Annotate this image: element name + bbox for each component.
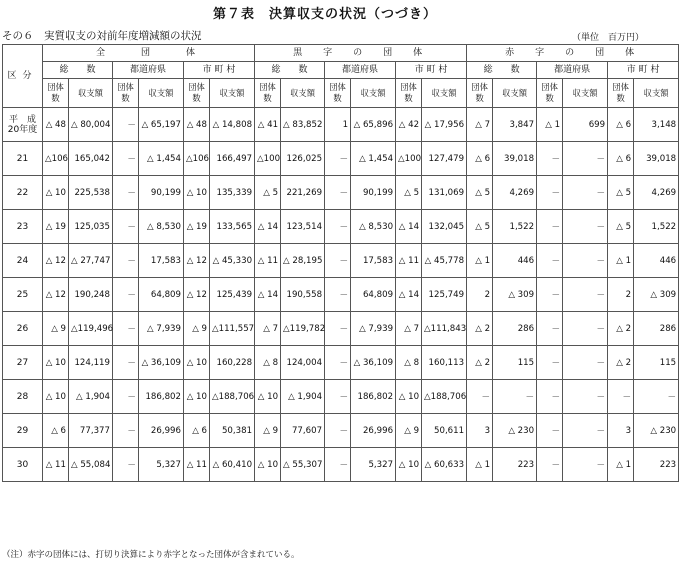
table-cell: 127,479 [422,142,467,176]
table-cell: 190,248 [69,278,113,312]
table-cell: △ 7 [255,312,281,346]
table-cell: △ 2 [467,312,493,346]
table-cell: － [113,278,139,312]
table-cell: △ 10 [255,380,281,414]
table-cell: － [493,380,537,414]
table-cell: △ 42 [396,108,422,142]
table-cell: △ 9 [43,312,69,346]
table-cell: △ 11 [396,244,422,278]
table-cell: △ 14 [396,210,422,244]
table-row [3,414,679,448]
table-cell: － [113,312,139,346]
table-cell: － [563,210,608,244]
table-cell: － [325,142,351,176]
table-cell: △ 27,747 [69,244,113,278]
table-cell: △188,706 [210,380,255,414]
table-cell: △ 8 [255,346,281,380]
table-cell: △ 6 [43,414,69,448]
table-cell: △ 14,808 [210,108,255,142]
row-year: 26 [3,312,43,346]
table-cell: △ 41 [255,108,281,142]
table-cell: 125,035 [69,210,113,244]
header-count: 団体数 [325,79,351,108]
header-count: 団体数 [43,79,69,108]
table-row [3,244,679,278]
table-cell: △100 [255,142,281,176]
table-cell: △ 55,084 [69,448,113,482]
header-sub-municipality: 市 町 村 [396,62,467,79]
row-year: 平 成 20年度 [3,108,43,142]
table-cell: △ 60,633 [422,448,467,482]
table-cell: 223 [493,448,537,482]
table-cell: 115 [493,346,537,380]
table-cell: 77,607 [281,414,325,448]
header-count: 団体数 [184,79,210,108]
table-cell: － [537,142,563,176]
table-cell: － [537,210,563,244]
table-cell: △ 5 [255,176,281,210]
table-cell: △ 10 [184,380,210,414]
table-cell: △100 [396,142,422,176]
table-cell: △ 2 [608,312,634,346]
header-sub-total: 総 数 [43,62,113,79]
table-row [3,278,679,312]
row-year: 22 [3,176,43,210]
table-cell: 221,269 [281,176,325,210]
table-cell: △ 6 [467,142,493,176]
table-cell: △ 1 [467,448,493,482]
table-cell: △ 12 [184,278,210,312]
header-count: 団体数 [467,79,493,108]
table-cell: △ 8,530 [351,210,396,244]
table-cell: △ 309 [493,278,537,312]
header-count: 団体数 [608,79,634,108]
table-cell: △ 19 [184,210,210,244]
table-cell: △ 2 [608,346,634,380]
table-cell: － [563,312,608,346]
table-cell: △ 1 [608,244,634,278]
table-cell: 3 [467,414,493,448]
header-amount: 収支額 [139,79,184,108]
table-cell: － [113,176,139,210]
header-amount: 収支額 [563,79,608,108]
table-cell: 160,228 [210,346,255,380]
table-cell: － [325,278,351,312]
table-cell: 50,611 [422,414,467,448]
table-cell: － [563,380,608,414]
table-cell: 5,327 [351,448,396,482]
table-cell: 123,514 [281,210,325,244]
table-cell: 39,018 [634,142,679,176]
table-cell: － [634,380,679,414]
table-cell: △ 12 [43,278,69,312]
table-cell: △ 9 [396,414,422,448]
table-cell: 124,004 [281,346,325,380]
table-cell: △ 11 [184,448,210,482]
table-cell: － [563,244,608,278]
table-cell: 1,522 [493,210,537,244]
table-cell: △111,557 [210,312,255,346]
table-cell: － [113,210,139,244]
table-cell: △ 10 [255,448,281,482]
table-cell: － [537,244,563,278]
table-cell: △ 9 [184,312,210,346]
table-cell: △ 36,109 [139,346,184,380]
table-cell: － [563,142,608,176]
table-cell: △ 10 [396,380,422,414]
table-cell: － [563,346,608,380]
table-cell: － [537,448,563,482]
table-cell: △ 1,904 [69,380,113,414]
header-surplus-groups: 黒 字 の 団 体 [255,45,467,62]
table-cell: △ 6 [608,108,634,142]
table-cell: － [537,346,563,380]
table-cell: △ 10 [184,176,210,210]
table-cell: － [563,414,608,448]
table-cell: △ 2 [467,346,493,380]
row-year: 27 [3,346,43,380]
table-row [3,312,679,346]
table-cell: △ 11 [43,448,69,482]
header-kubun: 区分 [3,45,43,108]
table-cell: △ 80,004 [69,108,113,142]
table-cell: － [325,414,351,448]
table-cell: △ 10 [43,346,69,380]
table-cell: △ 19 [43,210,69,244]
table-cell: △ 230 [493,414,537,448]
footnote: （注）赤字の団体には、打切り決算により赤字となった団体が含まれている。 [2,550,300,560]
header-amount: 収支額 [351,79,396,108]
table-cell: △ 1,454 [139,142,184,176]
table-cell: 190,558 [281,278,325,312]
table-cell: － [608,380,634,414]
table-cell: 1 [325,108,351,142]
table-cell: － [537,414,563,448]
table-cell: 50,381 [210,414,255,448]
table-cell: △ 7 [396,312,422,346]
table-cell: － [325,312,351,346]
table-cell: △ 5 [467,176,493,210]
table-cell: △ 7,939 [351,312,396,346]
table-cell: △ 8 [396,346,422,380]
row-year: 24 [3,244,43,278]
table-cell: 1,522 [634,210,679,244]
table-cell: △ 1 [467,244,493,278]
table-cell: 17,583 [139,244,184,278]
table-cell: △ 17,956 [422,108,467,142]
table-cell: 90,199 [139,176,184,210]
row-year: 29 [3,414,43,448]
table-cell: 699 [563,108,608,142]
table-cell: 64,809 [139,278,184,312]
table-cell: 3,847 [493,108,537,142]
table-cell: 160,113 [422,346,467,380]
table-cell: △119,782 [281,312,325,346]
table-cell: － [563,448,608,482]
table-cell: △ 309 [634,278,679,312]
table-cell: △ 1 [537,108,563,142]
table-cell: △ 14 [255,278,281,312]
table-cell: － [113,142,139,176]
table-cell: 135,339 [210,176,255,210]
table-cell: 26,996 [351,414,396,448]
header-sub-prefecture: 都道府県 [113,62,184,79]
table-cell: － [537,312,563,346]
table-cell: 286 [493,312,537,346]
table-cell: △106 [43,142,69,176]
header-count: 団体数 [113,79,139,108]
table-cell: － [537,176,563,210]
header-sub-municipality: 市 町 村 [184,62,255,79]
table-cell: △ 9 [255,414,281,448]
header-deficit-groups: 赤 字 の 団 体 [467,45,679,62]
table-cell: △ 7,939 [139,312,184,346]
row-year: 23 [3,210,43,244]
header-sub-prefecture: 都道府県 [537,62,608,79]
table-cell: △ 5 [608,210,634,244]
table-row [3,142,679,176]
table-cell: △ 6 [608,142,634,176]
table-cell: － [325,346,351,380]
table-cell: 165,042 [69,142,113,176]
table-cell: － [537,380,563,414]
header-amount: 収支額 [493,79,537,108]
table-cell: 64,809 [351,278,396,312]
table-cell: 186,802 [351,380,396,414]
table-cell: － [563,278,608,312]
table-cell: △111,843 [422,312,467,346]
table-cell: 3,148 [634,108,679,142]
table-subtitle: その６ 実質収支の対前年度増減額の状況 [2,30,202,42]
table-cell: △ 55,307 [281,448,325,482]
table-cell: △ 83,852 [281,108,325,142]
table-cell: △ 5 [396,176,422,210]
table-cell: 446 [493,244,537,278]
table-row [3,210,679,244]
table-cell: 131,069 [422,176,467,210]
table-cell: △ 14 [255,210,281,244]
header-amount: 収支額 [210,79,255,108]
table-cell: △ 65,197 [139,108,184,142]
table-cell: 26,996 [139,414,184,448]
table-cell: 225,538 [69,176,113,210]
table-row [3,176,679,210]
header-count: 団体数 [396,79,422,108]
header-amount: 収支額 [422,79,467,108]
table-cell: － [563,176,608,210]
settlement-table [2,44,679,482]
header-amount: 収支額 [634,79,679,108]
table-row [3,346,679,380]
table-row [3,380,679,414]
table-cell: 115 [634,346,679,380]
table-cell: 166,497 [210,142,255,176]
table-cell: △188,706 [422,380,467,414]
table-cell: － [113,244,139,278]
table-cell: △ 45,330 [210,244,255,278]
table-cell: － [113,448,139,482]
table-cell: 39,018 [493,142,537,176]
table-cell: △ 1 [608,448,634,482]
table-row [3,448,679,482]
table-cell: △ 1,454 [351,142,396,176]
table-cell: △ 12 [43,244,69,278]
table-cell: △ 45,778 [422,244,467,278]
table-cell: 286 [634,312,679,346]
header-sub-total: 総 数 [467,62,537,79]
row-year: 28 [3,380,43,414]
header-sub-total: 総 数 [255,62,325,79]
table-cell: － [325,210,351,244]
table-cell: 186,802 [139,380,184,414]
table-cell: 223 [634,448,679,482]
table-cell: △ 10 [43,176,69,210]
table-cell: 125,749 [422,278,467,312]
table-cell: 5,327 [139,448,184,482]
unit-label: （単位 百万円） [571,33,644,43]
table-cell: △ 48 [184,108,210,142]
header-amount: 収支額 [69,79,113,108]
header-amount: 収支額 [281,79,325,108]
row-year: 30 [3,448,43,482]
table-cell: △ 5 [467,210,493,244]
row-year: 25 [3,278,43,312]
table-cell: △ 6 [184,414,210,448]
table-cell: － [113,346,139,380]
table-cell: △ 5 [608,176,634,210]
table-cell: 17,583 [351,244,396,278]
table-cell: △ 65,896 [351,108,396,142]
table-cell: 125,439 [210,278,255,312]
table-cell: 126,025 [281,142,325,176]
table-cell: 77,377 [69,414,113,448]
header-sub-prefecture: 都道府県 [325,62,396,79]
table-cell: － [325,176,351,210]
table-cell: － [113,414,139,448]
table-cell: △ 60,410 [210,448,255,482]
table-cell: － [325,244,351,278]
table-cell: △ 14 [396,278,422,312]
table-cell: △106 [184,142,210,176]
row-year: 21 [3,142,43,176]
table-cell: △ 1,904 [281,380,325,414]
table-cell: 132,045 [422,210,467,244]
table-cell: － [325,380,351,414]
header-sub-municipality: 市 町 村 [608,62,679,79]
table-cell: 3 [608,414,634,448]
table-cell: △ 8,530 [139,210,184,244]
table-cell: 133,565 [210,210,255,244]
table-row [3,108,679,142]
table-cell: 90,199 [351,176,396,210]
header-count: 団体数 [255,79,281,108]
table-cell: △ 36,109 [351,346,396,380]
table-cell: － [113,380,139,414]
table-cell: △ 12 [184,244,210,278]
table-cell: 4,269 [634,176,679,210]
table-cell: 124,119 [69,346,113,380]
page-title: 第７表 決算収支の状況（つづき） [212,7,437,22]
table-cell: － [113,108,139,142]
table-cell: 4,269 [493,176,537,210]
table-cell: △ 10 [43,380,69,414]
table-cell: △ 11 [255,244,281,278]
header-all-groups: 全 団 体 [43,45,255,62]
table-cell: △119,496 [69,312,113,346]
table-cell: 2 [467,278,493,312]
table-cell: △ 28,195 [281,244,325,278]
table-cell: △ 230 [634,414,679,448]
table-cell: △ 48 [43,108,69,142]
table-cell: △ 10 [184,346,210,380]
table-cell: － [467,380,493,414]
table-cell: 446 [634,244,679,278]
table-cell: △ 10 [396,448,422,482]
header-count: 団体数 [537,79,563,108]
table-cell: 2 [608,278,634,312]
table-cell: － [537,278,563,312]
table-cell: － [325,448,351,482]
table-cell: △ 7 [467,108,493,142]
